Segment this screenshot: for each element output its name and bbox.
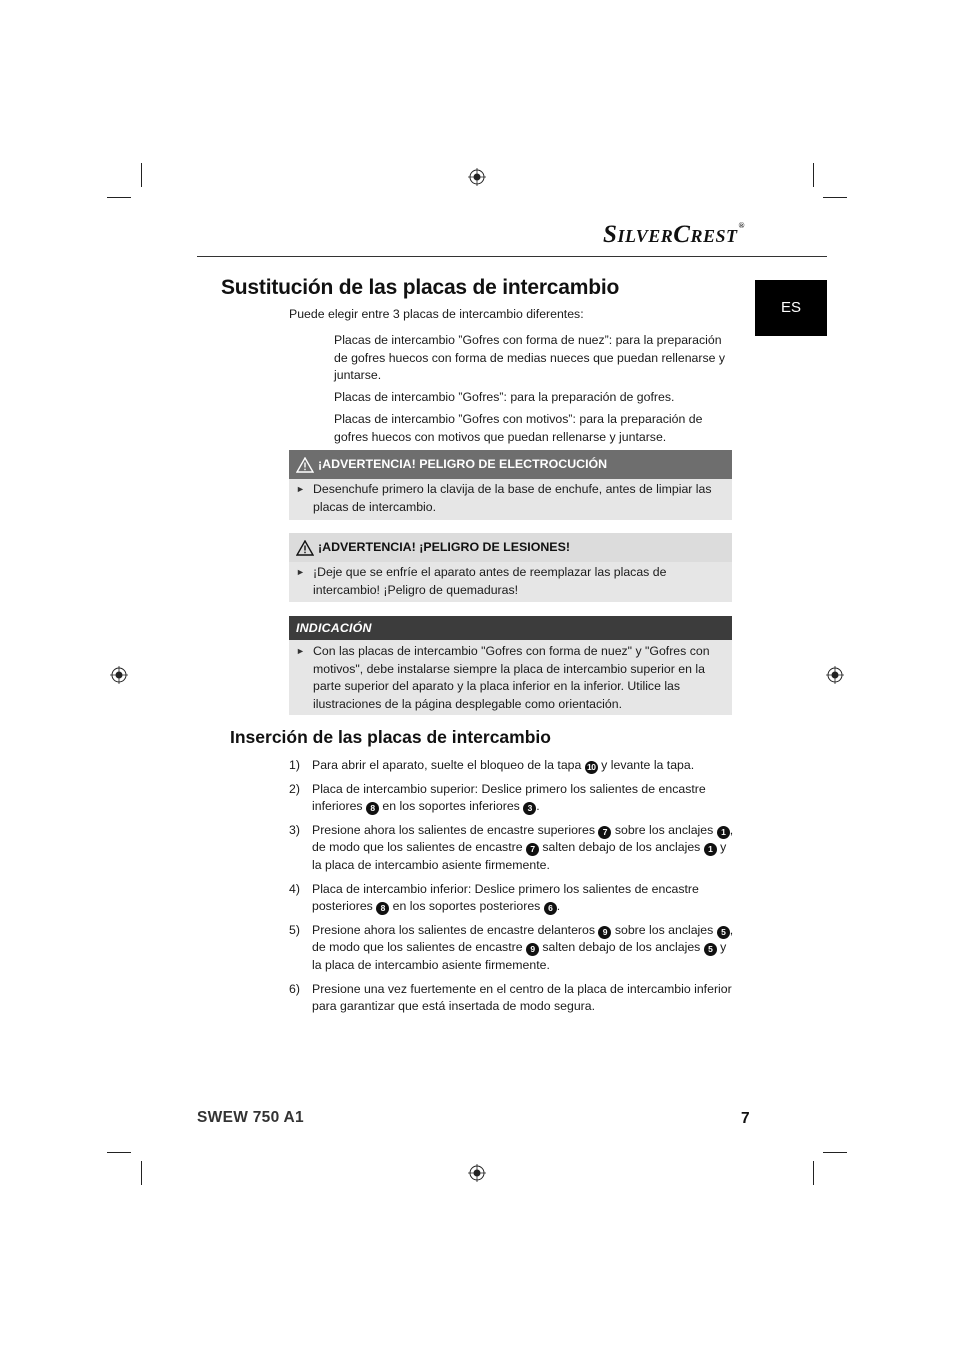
warning-triangle-icon bbox=[296, 457, 314, 473]
registration-mark-icon bbox=[110, 666, 128, 684]
registration-mark-icon bbox=[826, 666, 844, 684]
plate-options-list bbox=[334, 332, 738, 451]
bullet-arrow-icon: ► bbox=[296, 567, 305, 577]
list-item: 5) Presione ahora los salientes de encastre delanteros 9 sobre los anclajes 5 , de modo que los salientes de encastre 9 salten debajo de los anclajes 5 y la placa de intercambio asiente firmemente. bbox=[289, 922, 734, 972]
part-number-badge: 9 bbox=[598, 926, 611, 939]
part-number-badge: 10 bbox=[585, 761, 598, 774]
list-item: 2) Placa de intercambio superior: Deslice primero los salientes de encastre inferiores 8 en los soportes inferiores 3 . bbox=[289, 781, 706, 814]
list-item: 6) Presione una vez fuertemente en el centro de la placa de intercambio inferior para garantizar que está insertada de modo segura. bbox=[289, 981, 732, 1014]
crop-mark bbox=[141, 1161, 142, 1185]
steps-list bbox=[289, 757, 736, 1022]
warning-text: ¡Deje que se enfríe el aparato antes de reemplazar las placas de intercambio! ¡Peligro de quemaduras! bbox=[313, 565, 667, 597]
part-number-badge: 9 bbox=[526, 943, 539, 956]
part-number-badge: 8 bbox=[366, 802, 379, 815]
list-item: Placas de intercambio ”Gofres”: para la preparación de gofres. bbox=[334, 390, 675, 405]
part-number-badge: 7 bbox=[526, 843, 539, 856]
part-number-badge: 5 bbox=[704, 943, 717, 956]
crop-mark bbox=[823, 1152, 847, 1153]
crop-mark bbox=[141, 163, 142, 187]
intro-text: Puede elegir entre 3 placas de intercambio diferentes: bbox=[289, 307, 584, 321]
part-number-badge: 3 bbox=[523, 802, 536, 815]
crop-mark bbox=[107, 1152, 131, 1153]
crop-mark bbox=[813, 1161, 814, 1185]
registration-mark-icon bbox=[468, 168, 486, 186]
warning-triangle-icon bbox=[296, 540, 314, 556]
list-item: Placas de intercambio ”Gofres con motivos”: para la preparación de gofres huecos con motivos que puedan rellenarse y juntarse. bbox=[334, 412, 703, 444]
page-title: Sustitución de las placas de intercambio bbox=[221, 276, 620, 299]
registration-mark-icon bbox=[468, 1164, 486, 1182]
warning-box-electrocution bbox=[289, 450, 732, 520]
bullet-arrow-icon: ► bbox=[296, 646, 305, 656]
note-text: Con las placas de intercambio "Gofres con forma de nuez" y "Gofres con motivos", debe instalarse siempre la placa de intercambio superior en la parte superior del aparato y la placa inferior en la inferior. Utilice las ilustraciones de la página desplegable como orientación. bbox=[313, 644, 710, 711]
crop-mark bbox=[823, 197, 847, 198]
part-number-badge: 6 bbox=[544, 902, 557, 915]
note-heading: INDICACIÓN bbox=[289, 616, 732, 640]
crop-mark bbox=[107, 197, 131, 198]
part-number-badge: 7 bbox=[598, 826, 611, 839]
part-number-badge: 1 bbox=[704, 843, 717, 856]
part-number-badge: 1 bbox=[717, 826, 730, 839]
list-item: 3) Presione ahora los salientes de encastre superiores 7 sobre los anclajes 1 , de modo que los salientes de encastre 7 salten debajo de los anclajes 1 y la placa de intercambio asiente firmemente. bbox=[289, 822, 734, 872]
model-number: SWEW 750 A1 bbox=[197, 1109, 304, 1126]
list-item: Placas de intercambio ”Gofres con forma de nuez”: para la preparación de gofres huecos con forma de medias nueces que puedan rellenarse y juntarse. bbox=[334, 333, 726, 383]
warning-heading: ¡ADVERTENCIA! ¡PELIGRO DE LESIONES! bbox=[289, 533, 732, 562]
brand-logo: SILVERCREST® bbox=[603, 221, 745, 248]
language-tab: ES bbox=[755, 280, 827, 336]
section-title: Inserción de las placas de intercambio bbox=[230, 727, 551, 747]
header-divider bbox=[197, 256, 827, 257]
crop-mark bbox=[813, 163, 814, 187]
list-item: 1) Para abrir el aparato, suelte el bloqueo de la tapa 10 y levante la tapa. bbox=[289, 758, 695, 772]
note-box bbox=[289, 616, 732, 715]
part-number-badge: 5 bbox=[717, 926, 730, 939]
list-item: 4) Placa de intercambio inferior: Deslice primero los salientes de encastre posteriores 8 en los soportes posteriores 6 . bbox=[289, 881, 699, 914]
warning-text: Desenchufe primero la clavija de la base de enchufe, antes de limpiar las placas de intercambio. bbox=[313, 482, 712, 514]
page-number: 7 bbox=[741, 1110, 750, 1127]
bullet-arrow-icon: ► bbox=[296, 484, 305, 494]
part-number-badge: 8 bbox=[376, 902, 389, 915]
warning-heading: ¡ADVERTENCIA! PELIGRO DE ELECTROCUCIÓN bbox=[289, 450, 732, 479]
warning-box-injury bbox=[289, 533, 732, 602]
